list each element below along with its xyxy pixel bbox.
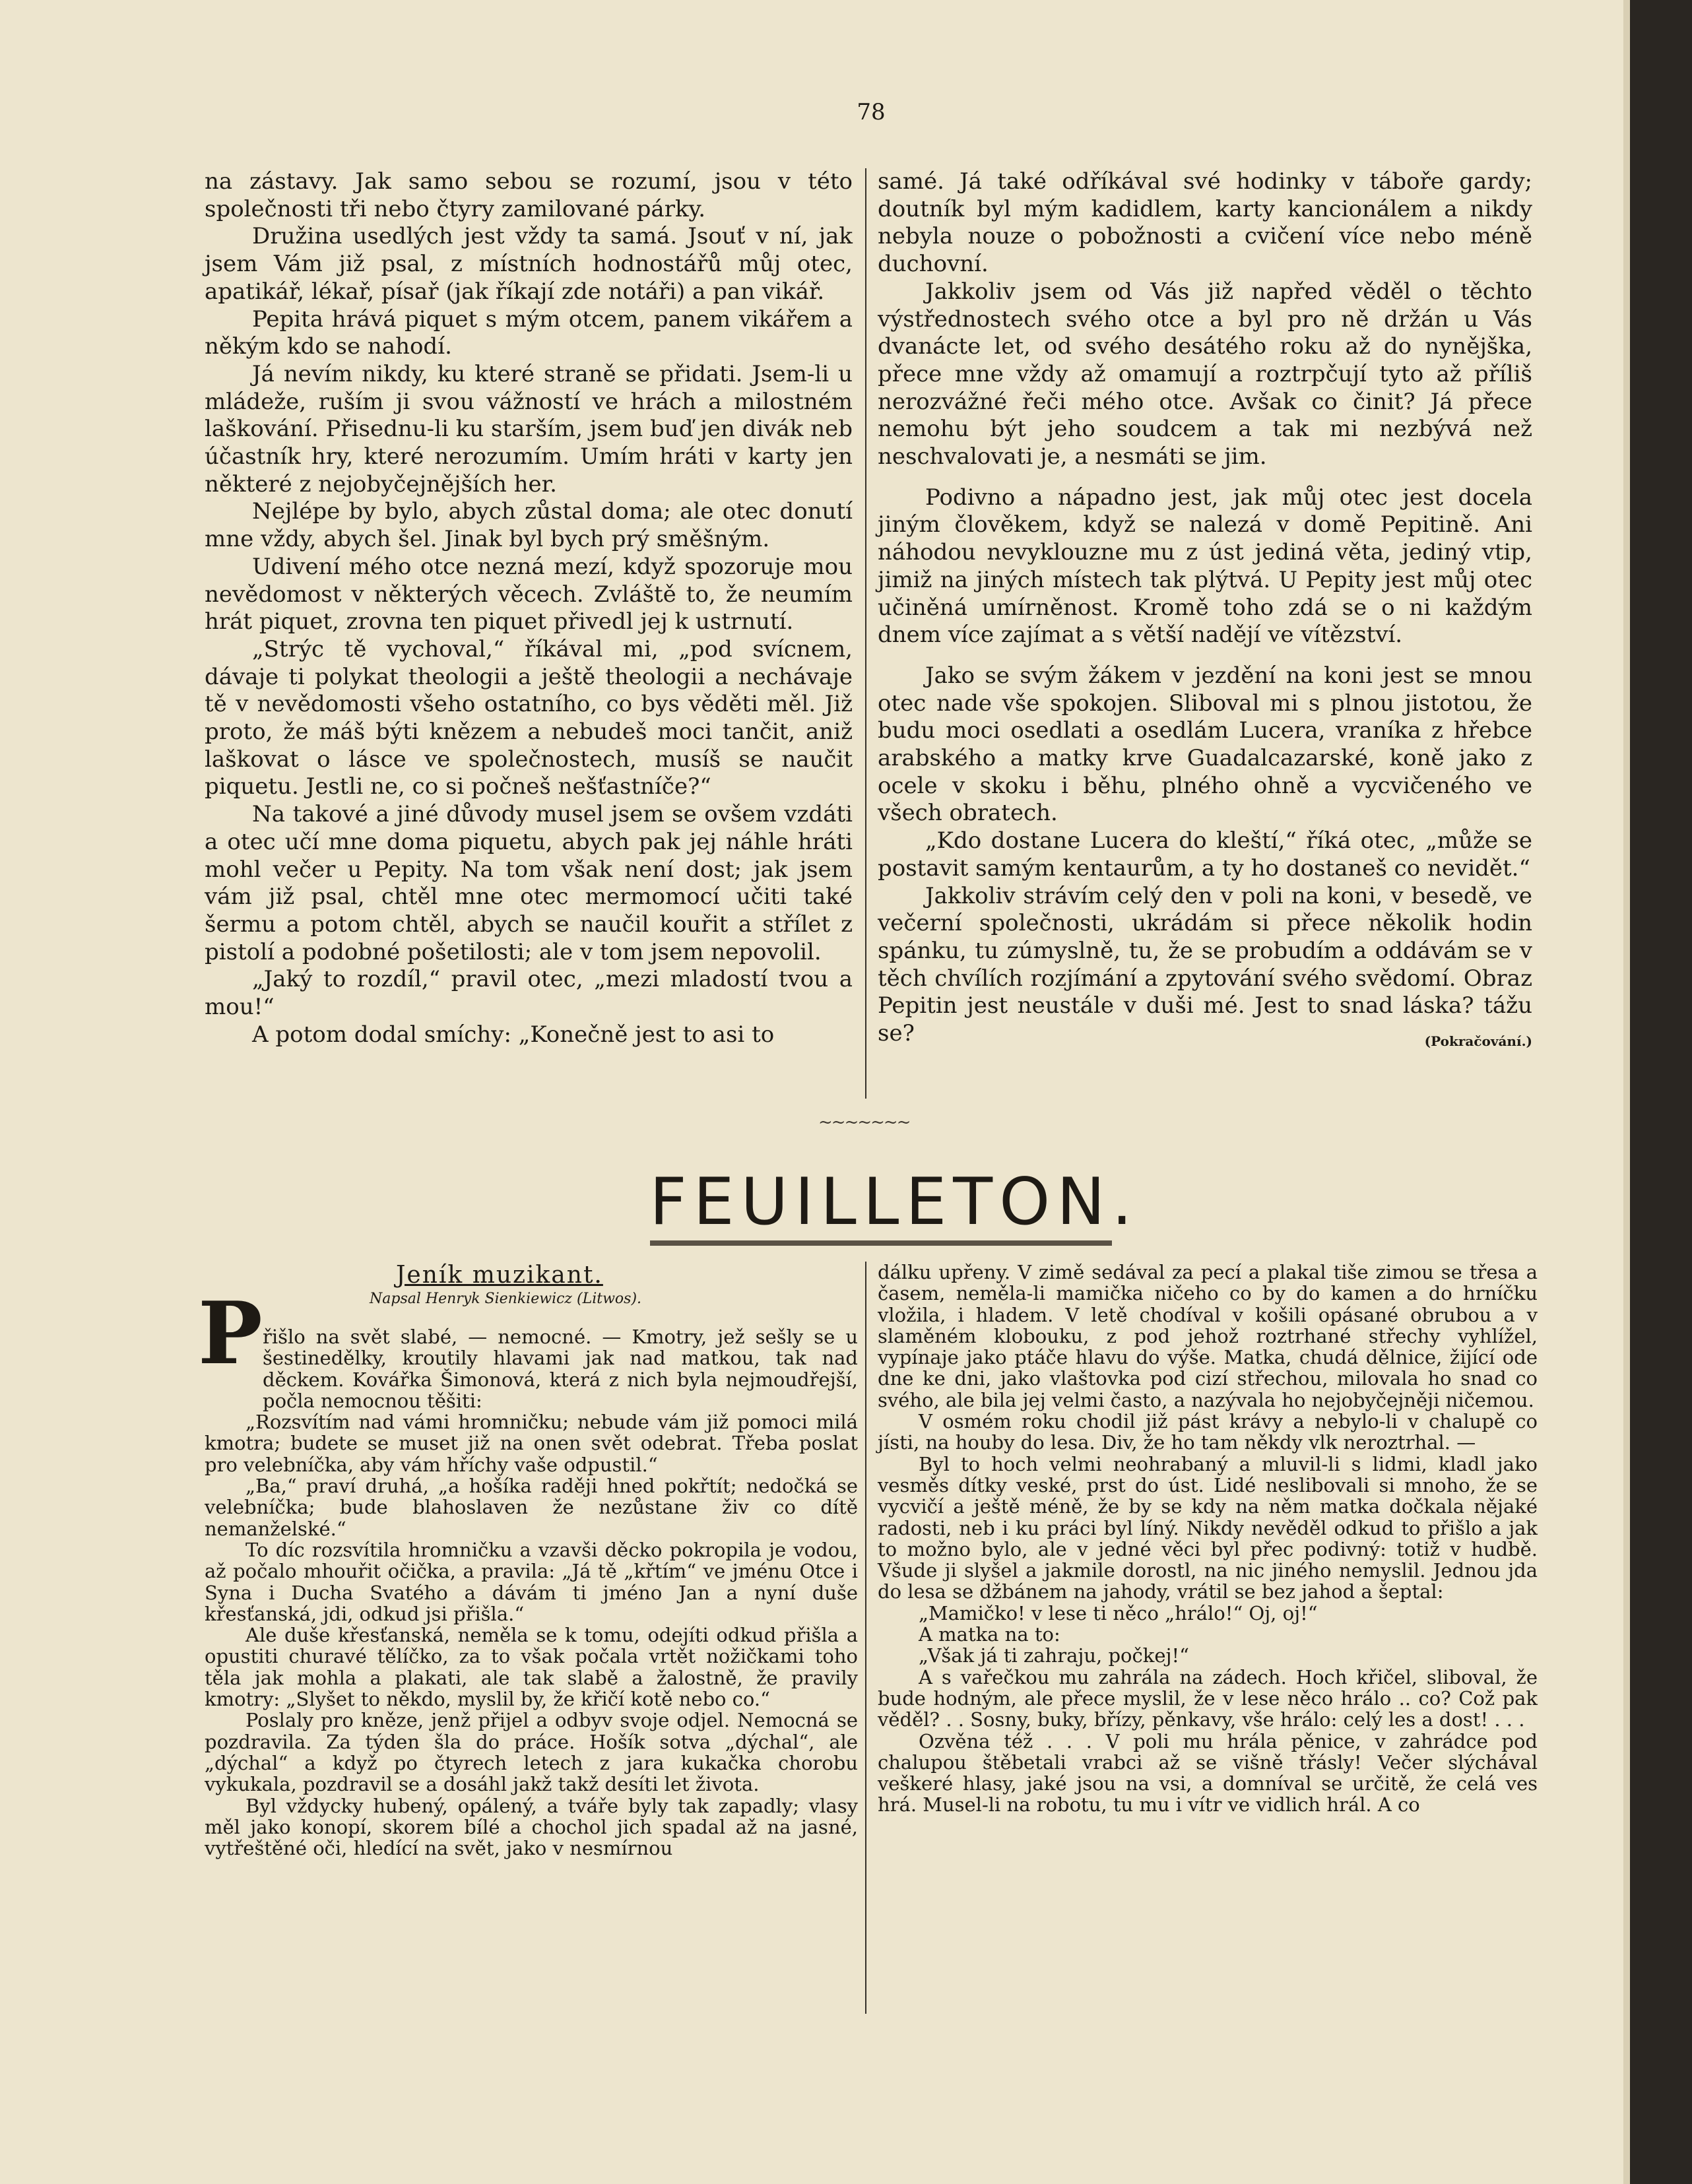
paragraph: „Však já ti zahraju, počkej!“ — [919, 1644, 1189, 1667]
paragraph: „Rozsvítím nad vámi hromničku; nebude vám již pomoci milá kmotra; budete se muset již na onen svět odebrat. Třeba poslat pro velebníčka, aby vám hříchy vaše odpustil.“ — [205, 1411, 858, 1476]
paragraph: Jako se svým žákem v jezdění na koni jest se mnou otec nade vše spokojen. Sliboval mi s plnou jistotou, že budu moci osedlati a osedlám Lucera, vraníka z hřebce arabského a matky krve Guadalcazarské, koně jako z ocele v skoku i běhu, plného ohně a vycvičeného ve všech obratech. — [878, 662, 1532, 827]
scan-border — [1630, 0, 1692, 2184]
paragraph: „Mamičko! v lese ti něco „hrálo!“ Oj, oj!“ — [919, 1601, 1318, 1624]
byline-label: Napsal — [370, 1291, 421, 1307]
feuilleton-heading: FEUILLETON. — [649, 1165, 1139, 1240]
paragraph: Jakkoliv jsem od Vás již napřed věděl o těchto výstřednostech svého otce a byl pro ně držán u Vás dvanácte let, od svého desátého roku až do nynějška, přece mne vždy až omamují a roztrpčují tyto až příliš nerozvážné řeči mého otce. Avšak co činit? Já přece nemohu být jeho soudcem a tak mi nezbývá než neschvalovati je, a nesmáti se jim. — [878, 278, 1532, 470]
paragraph: Na takové a jiné důvody musel jsem se ovšem vzdáti a otec učí mne doma piquetu, abych pak jej náhle hráti mohl večer u Pepity. Na tom však není dost; jak jsem vám již psal, chtěl mne otec mermomocí učiti také šermu a potom chtěl, abych se naučil kouřit a střílet z pistolí a podobné pošetilosti; ale v tom jsem nepovolil. — [205, 801, 853, 965]
paragraph: Udivení mého otce nezná mezí, když spozoruje mou nevědomost v některých věcech. Zvláště to, že neumím hrát piquet, zrovna ten piquet přivedl jej k ustrnutí. — [205, 553, 853, 635]
paragraph: Byl to hoch velmi neohrabaný a mluvil-li s lidmi, kladl jako vesměs dítky veské, prst do úst. Lidé neslibovali si mnoho, že se vycvičí a ještě méně, že by se kdy na něm matka dočkala nějaké radosti, neb i ku práci byl líný. Nikdy nevěděl odkud to přišlo a jak to možno bylo, ale v jedné věci byl přec podivný: totiž v hudbě. Všude ji slyšel a jakmile dorostl, na nic jiného nemyslil. Jednou jda do lesa se džbánem na jahody, vrátil se bez jahod a šeptal: — [878, 1452, 1538, 1603]
story-column-right — [878, 1262, 1538, 1816]
paragraph: „Ba,“ praví druhá, „a hošíka raději hned pokřtít; nedočká se velebníčka; bude blahoslaven že nezůstane živ co dítě nemanželské.“ — [205, 1475, 858, 1540]
paragraph: řišlo na svět slabé, — nemocné. — Kmotry, jež sešly se u šestinedělky, kroutily hlavami jak nad matkou, tak nad děckem. Kovářka Šimonová, která z nich byla nejmoudřejší, počla nemocnou těšiti: — [263, 1326, 858, 1412]
paragraph: Poslaly pro kněze, jenž přijel a odbyv svoje odjel. Nemocná se pozdravila. Za týden šla do práce. Hošík sotva „dýchal“, ale „dýchal“ a když po čtyrech letech z jara kukačka chorobu vykukala, pozdravil se a dosáhl jakž takž desíti let života. — [205, 1709, 858, 1796]
paragraph: Podivno a nápadno jest, jak můj otec jest docela jiným člověkem, když se nalezá v domě Pepitině. Ani náhodou nevyklouzne mu z úst jediná věta, jediný vtip, jimiž na jiných místech tak plýtvá. U Pepity jest můj otec učiněná umírněnost. Kromě toho zdá se o ni každým dnem více zajímat a s větší nadějí ve vítězství. — [878, 484, 1532, 649]
drop-cap: P — [198, 1283, 263, 1384]
paragraph: „Strýc tě vychoval,“ říkával mi, „pod svícnem, dávaje ti polykat theologii a ještě theologii a nechávaje tě v nevědomosti všeho ostatního, co bys věděti měl. Již proto, že máš býti knězem a nebudeš moci tančit, aniž laškovat o lásce ve společnostech, musíš se naučit piquetu. Jestli ne, co si počneš nešťastníče?“ — [205, 635, 853, 800]
page-number: 78 — [857, 99, 886, 125]
paragraph: Já nevím nikdy, ku které straně se přidati. Jsem-li u mládeže, ruším ji svou vážností ve hrách a milostném laškování. Přisednu-li ku starším, jsem buď jen divák neb účastník hry, které nerozumím. Umím hráti v karty jen některé z nejobyčejnějších her. — [205, 360, 853, 498]
paragraph: Ozvěna též . . . V poli mu hrála pěnice, v zahrádce pod chalupou štěbetali vrabci až se višně třásly! Večer slýchával veškeré hlasy, jaké jsou na vsi, a domníval se určitě, že celá ves hrá. Musel-li na robotu, tu mu i vítr ve vidlich hrál. A co — [878, 1729, 1538, 1816]
paragraph: To díc rozsvítila hromničku a vzavši děcko pokropila je vodou, až počalo mhouřit očička, a pravila: „Já tě „křtím“ ve jménu Otce i Syna i Ducha Svatého a dávám ti jméno Jan a nyní duše křesťanská, jdi, odkud jsi přišla.“ — [205, 1538, 858, 1625]
column-divider — [865, 168, 866, 1099]
continuation-note: (Pokračování.) — [1424, 1033, 1532, 1050]
paragraph: A s vařečkou mu zahrála na zádech. Hoch křičel, sliboval, že bude hodným, ale přece myslil, že v lese něco hrálo .. co? Což pak věděl? . . Sosny, buky, břízy, pěnkavy, vše hrálo: celý les a dost! . . . — [878, 1665, 1538, 1731]
paragraph: „Kdo dostane Lucera do kleští,“ říká otec, „může se postavit samým kentaurům, a ty ho dostaneš co nevidět.“ — [878, 827, 1532, 882]
ornament-divider: ~~~~~~~ — [818, 1112, 910, 1132]
paragraph: na zástavy. Jak samo sebou se rozumí, jsou v této společnosti tři nebo čtyry zamilované párky. — [205, 168, 853, 222]
upper-column-left — [205, 168, 853, 1049]
heading-underline — [650, 1240, 1112, 1246]
story-byline — [370, 1291, 641, 1307]
paragraph: V osmém roku chodil již pást krávy a nebylo-li v chalupě co jísti, na houby do lesa. Div, že ho tam někdy vlk neroztrhal. — — [878, 1410, 1538, 1454]
paragraph: dálku upřeny. V zimě sedával za pecí a plakal tiše zimou se třesa a časem, neměla-li mamička ničeho co by do kamen a do hrníčku vložila, i hladem. V letě chodíval v košili opásané obrubou a v slaměném klobouku, z pod jehož roztrhané střechy vyhlížel, vypínaje jako ptáče hlavu do výše. Matka, chudá dělnice, žijící ode dne ke dni, jako vlaštovka pod cizí střechou, milovala ho snad co svého, ale bila jej velmi často, a nazývala ho nejobyčejněji ničemou. — [878, 1261, 1538, 1411]
paragraph: Jakkoliv strávím celý den v poli na koni, v besedě, ve večerní společnosti, ukrádám si přece několik hodin spánku, tu zúmyslně, tu, že se probudím a oddávám se v těch chvílích rozjímání a zpytování svého svědomí. Obraz Pepitin jest neustále v duši mé. Jest to snad láska? tážu se? (Pokračování.) — [878, 883, 1532, 1048]
story-column-left — [205, 1326, 858, 1859]
paragraph: Ale duše křesťanská, neměla se k tomu, odejíti odkud přišla a opustiti churavé tělíčko, za to však počala vrtět nožičkami toho těla jak mohla a plakati, ale tak slabě a žalostně, že pravily kmotry: „Slyšet to někdo, myslil by, že křičí kotě nebo co.“ — [205, 1624, 858, 1711]
story-author: Henryk Sienkiewicz (Litwos). — [425, 1291, 642, 1307]
paragraph: Družina usedlých jest vždy ta samá. Jsouť v ní, jak jsem Vám již psal, z místních hodnostářů můj otec, apatikář, lékař, písař (jak říkají zde notáři) a pan vikář. — [205, 223, 853, 305]
paragraph: A matka na to: — [919, 1623, 1060, 1646]
story-title-text: Jeník muzikant. — [396, 1262, 603, 1289]
paragraph: samé. Já také odříkával své hodinky v táboře gardy; doutník byl mým kadidlem, karty kancionálem a nikdy nebyla nouze o pobožnosti a cvičení více nebo méně duchovní. — [878, 168, 1532, 278]
story-column-divider — [865, 1262, 866, 2014]
paragraph: „Jaký to rozdíl,“ pravil otec, „mezi mladostí tvou a mou!“ — [205, 966, 853, 1021]
paragraph: A potom dodal smíchy: „Konečně jest to asi to — [252, 1021, 775, 1048]
paragraph: Pepita hrává piquet s mým otcem, panem vikářem a někým kdo se nahodí. — [205, 305, 853, 360]
upper-column-right — [878, 168, 1532, 1056]
paragraph: Nejlépe by bylo, abych zůstal doma; ale otec donutí mne vždy, abych šel. Jinak byl bych prý směšným. — [205, 498, 853, 553]
story-title — [396, 1262, 603, 1289]
paragraph: Byl vždycky hubený, opálený, a tváře byly tak zapadly; vlasy měl jako konopí, skorem bílé a chochol jich spadal až na jasné, vytřeštěné oči, hledící na svět, jako v nesmírnou — [205, 1794, 858, 1860]
